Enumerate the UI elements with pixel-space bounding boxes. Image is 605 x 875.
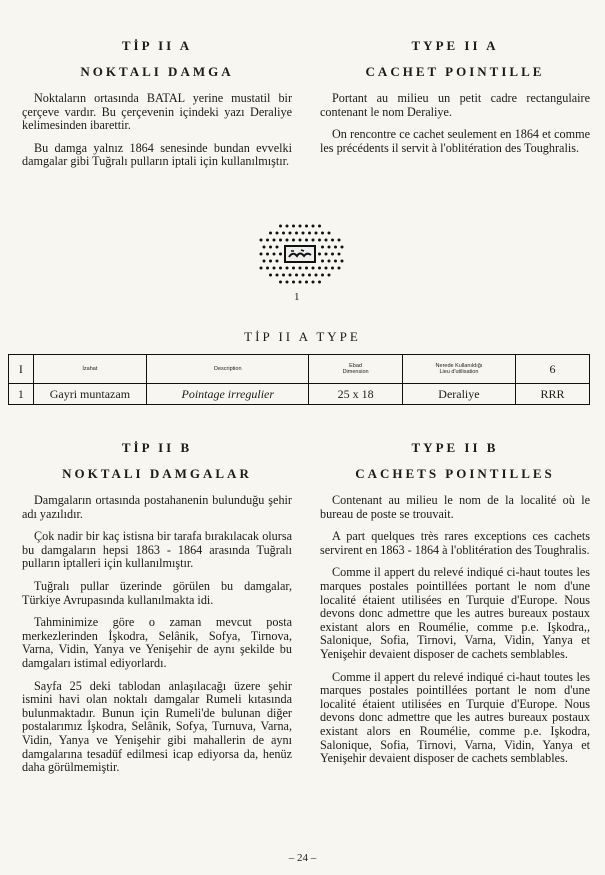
heading-cachets-pointilles: CACHETS POINTILLES	[355, 466, 555, 481]
paragraph: Noktaların ortasında BATAL yerine mustatil bir çerçeve vardır. Bu çerçevenin içindeki yazı Deraliye kelimesinden ibarettir.	[22, 91, 292, 133]
page-number: – 24 –	[288, 852, 317, 864]
header-rarity: 6	[516, 355, 590, 384]
paragraph: A part quelques très rares exceptions ces cachets servirent en 1863 - 1864 à l'oblitération des Toughralis.	[320, 529, 590, 557]
cell-num: 1	[9, 384, 34, 405]
bottom-right-column	[320, 440, 590, 775]
cell-rarity: RRR	[516, 384, 590, 405]
paragraph: Çok nadir bir kaç istisna bir tarafa bırakılacak olursa bu damgaların hepsi 1863 - 1864 arasında Tuğralı pulların iptalleri için kullanılmıştır.	[22, 529, 292, 571]
heading-type-iib: TYPE II B	[411, 440, 499, 455]
header-description: Description	[147, 355, 309, 384]
table-header-row	[9, 355, 590, 384]
heading-cachet-pointille: CACHET POINTILLE	[365, 64, 545, 79]
paragraph: Damgaların ortasında postahanenin bulunduğu şehir adı yazılıdır.	[22, 493, 292, 521]
cell-description: Pointage irregulier	[147, 384, 309, 405]
table-row	[9, 384, 590, 405]
header-izahat: İzahat	[33, 355, 147, 384]
paragraph: Bu damga yalnız 1864 senesinde bundan evvelki damgalar gibi Tuğralı pulların iptali için kullanılmıştır.	[22, 140, 292, 169]
header-num: I	[9, 355, 34, 384]
table-title: TİP II A TYPE	[244, 329, 361, 344]
cell-izahat: Gayri muntazam	[33, 384, 147, 405]
paragraph: Tahminimize göre o zaman mevcut posta merkezlerinden İşkodra, Selânik, Sofya, Tirnova, Varna, Vidin, Yanya ve Yenişehir de aynı şekilde bu damgaları istimal ediyorlardı.	[22, 615, 292, 670]
heading-noktali-damga: NOKTALI DAMGA	[80, 64, 234, 79]
paragraph: Comme il appert du relevé indiqué ci-haut toutes les marques postales pointillées portant le nom d'une localité étaient utilisées en Turquie d'Europe. Nous devons donc admettre que les autres bureaux postaux existant alors en Roumélie, comme p.e. Işkodra,, Salonique, Sofia, Tirnovi, Varna, Vidin, Yanya et Yenişehir devaient disposer de cachets semblables.	[320, 565, 590, 661]
heading-tip-iib: TİP II B	[121, 440, 193, 455]
header-lieu	[402, 355, 515, 384]
heading-noktali-damgalar: NOKTALI DAMGALAR	[62, 466, 252, 481]
paragraph: Tuğralı pullar üzerinde görülen bu damgalar, Türkiye Avrupasında kullanılmakta idi.	[22, 578, 292, 607]
header-lieu-fr: Lieu d'utilisation	[439, 369, 479, 375]
cell-dimension: 25 x 18	[309, 384, 402, 405]
top-left-column	[22, 38, 292, 178]
heading-type-iia: TYPE II A	[411, 38, 499, 53]
paragraph: Comme il appert du relevé indiqué ci-haut toutes les marques postales pointillées portant le nom d'une localité étaient utilisées en Turquie d'Europe. Nous devons donc admettre que les autres bureaux postaux existant alors en Roumélie, comme p.e. Işkodra, Salonique, Sofia, Tirnovi, Varna, Vidin, Yanya et Yenişehir devaient disposer de cachets semblables.	[320, 669, 590, 766]
header-dimension	[309, 355, 402, 384]
dotted-cachet-stamp-icon	[255, 220, 345, 290]
paragraph: Sayfa 25 deki tablodan anlaşılacağı üzere şehir ismini havi olan noktalı damgalar Rumeli kıtasında bulunmaktadır. Bunun için Rumeli'de bulunan diğer postalarımız İşkodra, Selânik, Sofya, Turnuva, Varna, Vidin, Yanya ve Yenişehir gibi mahallerin de aynı damgalarına tesadüf edilmesi icap ediyorsa da, henüz daha görülmemiştir.	[22, 678, 292, 775]
figure-number: 1	[294, 291, 300, 303]
paragraph: Contenant au milieu le nom de la localité où le bureau de poste se trouvait.	[320, 493, 590, 521]
header-lieu-tr: Nerede Kullanıldığı	[435, 363, 483, 369]
paragraph: Portant au milieu un petit cadre rectangulaire contenant le nom Deraliye.	[320, 91, 590, 119]
cell-lieu: Deraliye	[402, 384, 515, 405]
top-right-column	[320, 38, 590, 164]
header-dimension-tr: Ebad	[349, 363, 362, 369]
header-dimension-fr: Dimension	[342, 369, 369, 375]
paragraph: On rencontre ce cachet seulement en 1864 et comme les précédents il servit à l'oblitération des Toughralis.	[320, 127, 590, 155]
bottom-left-column	[22, 440, 292, 784]
type-table	[8, 354, 590, 405]
heading-tip-iia: TİP II A	[121, 38, 193, 53]
